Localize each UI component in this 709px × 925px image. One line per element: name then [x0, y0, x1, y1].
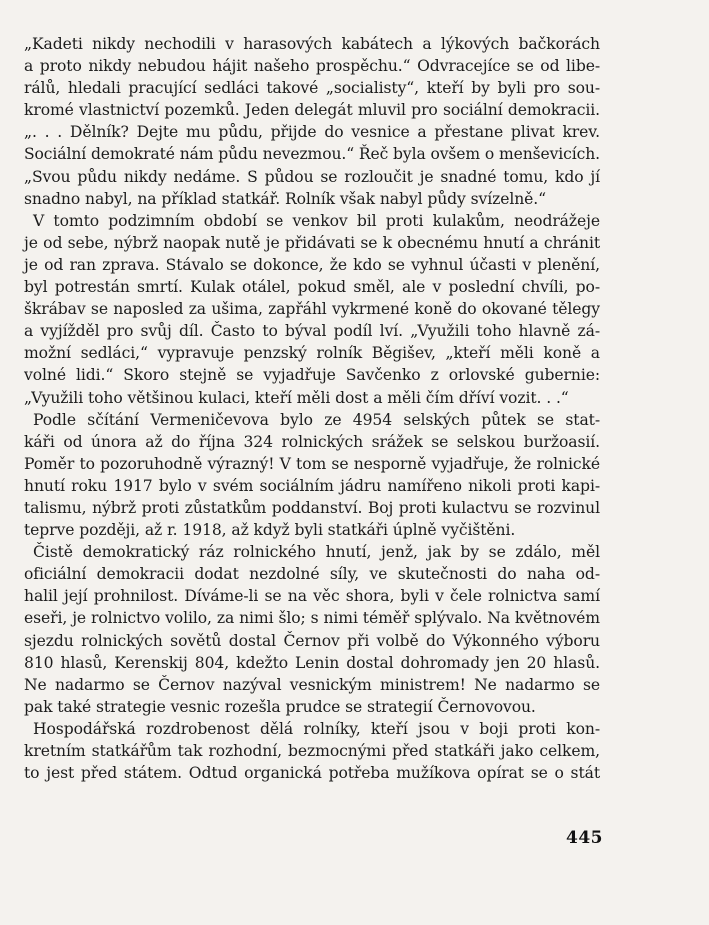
text-line: je od ran zprava. Stávalo se dokonce, že kdo se vyhnul účasti v plenění,	[24, 255, 600, 274]
text-line: „Svou půdu nikdy nedáme. S půdou se rozloučit je snadné tomu, kdo jí	[24, 167, 600, 186]
text-line: sjezdu rolnických sovětů dostal Černov při volbě do Výkonného výboru	[24, 631, 600, 650]
text-line: pak také strategie vesnic rozešla prudce se strategií Černovovou.	[24, 697, 536, 716]
text-line: halil její prohnilost. Díváme-li se na věc shora, byli v čele rolnictva samí	[24, 587, 600, 606]
text-line: volné lidi.“ Skoro stejně se vyjadřuje Savčenko z orlovské gubernie:	[24, 366, 600, 385]
text-line: eseři, je rolnictvo volilo, za nimi šlo; s nimi téměř splývalo. Na květnovém	[24, 609, 600, 628]
text-line: káři od února až do října 324 rolnických srážek se selskou buržoasií.	[24, 432, 600, 451]
text-line: a proto nikdy nebudou hájit našeho prospěchu.“ Odvracejíce se od libe-	[24, 57, 600, 76]
text-line: V tomto podzimním období se venkov bil proti kulakům, neodrážeje	[33, 211, 600, 230]
text-line: talismu, nýbrž proti zůstatkům poddanství. Boj proti kulactvu se rozvinul	[24, 498, 600, 517]
text-line: Ne nadarmo se Černov nazýval vesnickým ministrem! Ne nadarmo se	[24, 675, 600, 694]
text-line: to jest před státem. Odtud organická potřeba mužíkova opírat se o stát	[24, 764, 600, 783]
text-line: možní sedláci,“ vypravuje penzský rolník Běgišev, „kteří měli koně a	[24, 344, 600, 363]
text-line: byl potrestán smrtí. Kulak otálel, pokud směl, ale v poslední chvíli, po-	[24, 278, 600, 297]
text-line: 810 hlasů, Kerenskij 804, kdežto Lenin dostal dohromady jen 20 hlasů.	[24, 653, 600, 672]
text-line: Hospodářská rozdrobenost dělá rolníky, kteří jsou v boji proti kon-	[33, 719, 600, 738]
text-line: Poměr to pozoruhodně výrazný! V tom se nesporně vyjadřuje, že rolnické	[24, 454, 600, 473]
text-line: „Využili toho většinou kulaci, kteří měli dost a měli čím dříví vozit. . .“	[24, 388, 569, 407]
text-line: teprve později, až r. 1918, až když byli statkáři úplně vyčištěni.	[24, 521, 516, 540]
text-line: snadno nabyl, na příklad statkář. Rolník však nabyl půdy svízelně.“	[24, 189, 547, 208]
text-line: „. . . Dělník? Dejte mu půdu, přijde do vesnice a přestane plivat krev.	[24, 123, 600, 142]
text-line: hnutí roku 1917 bylo v svém sociálním jádru namířeno nikoli proti kapi-	[24, 476, 600, 495]
text-line: Čistě demokratický ráz rolnického hnutí, jenž, jak by se zdálo, měl	[33, 543, 600, 562]
page-number: 445	[566, 828, 603, 848]
text-line: kretním statkářům tak rozhodní, bezmocnými před statkáři jako celkem,	[24, 742, 600, 760]
text-line: „Kadeti nikdy nechodili v harasových kabátech a lýkových bačkorách	[24, 35, 600, 53]
text-line: škrábav se naposled za ušima, zapřáhl vykrmené koně do okované tělegy	[24, 300, 600, 319]
text-line: Podle sčítání Vermeničevova bylo ze 4954 selských půtek se stat-	[33, 410, 600, 429]
text-line: oficiální demokracii dodat nezdolné síly, ve skutečnosti do naha od-	[24, 565, 600, 584]
body-text	[24, 33, 600, 784]
text-line: je od sebe, nýbrž naopak nutě je přidávati se k obecnému hnutí a chránit	[24, 233, 600, 252]
text-line: a vyjížděl pro svůj díl. Často to býval podíl lví. „Využili toho hlavně zá-	[24, 322, 600, 341]
text-line: kromé vlastnictví pozemků. Jeden delegát mluvil pro sociální demokracii.	[24, 101, 600, 120]
text-line: rálů, hledali pracující sedláci takové „socialisty“, kteří by byli pro sou-	[24, 79, 600, 98]
text-line: Sociální demokraté nám půdu nevezmou.“ Řeč byla ovšem o menševicích.	[24, 145, 601, 164]
